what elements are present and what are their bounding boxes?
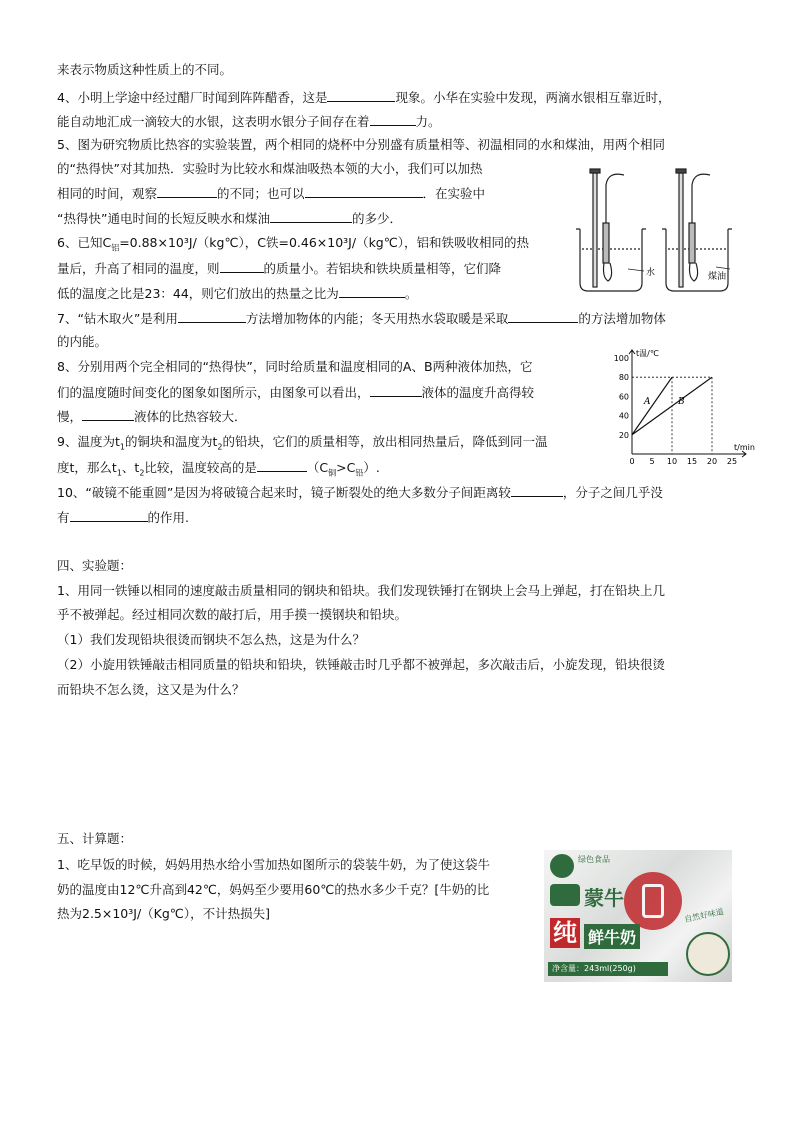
answer-blank[interactable] [370, 113, 416, 126]
answer-blank[interactable] [82, 408, 134, 421]
green-food-logo-icon [550, 854, 574, 878]
question-6-line1: 6、已知$C_铝=0.88\times 10^3J/(kg℃)$，C铁=0.46×10³J/（kg℃），铝和铁吸收相同的热 [57, 235, 530, 253]
calc-1-line1: 1、吃早饭的时候，妈妈用热水给小雪加热如图所示的袋装牛奶，为了使这袋牛 [57, 857, 490, 872]
x-tick-label: 0 [629, 457, 635, 466]
question-4-line1: 4、小明上学途中经过醋厂时闻到阵阵醋香，这是 现象。小华在实验中发现，两滴水银相互靠近时， [57, 90, 671, 105]
x-tick-label: 5 [649, 457, 655, 466]
slogan: 自然好味道 [683, 906, 725, 925]
question-10-line2: 有 的作用. [57, 510, 189, 525]
question-5-line2: 的“热得快”对其加热．实验时为比较水和煤油吸热本领的大小，我们可以加热 [57, 161, 483, 176]
water-label: 水 [646, 268, 656, 278]
calc-1-line3: 热为2.5×10³J/（Kg℃），不计热损失] [57, 906, 270, 921]
question-8-line2: 们的温度随时间变化的图象如图所示，由图象可以看出， 液体的温度升高得较 [57, 385, 535, 400]
question-8-line3: 慢， 液体的比热容较大． [57, 409, 247, 424]
question-9-line2: 度t，那么$t_1$、$t_2$比较，温度较高的是 $(C_铜>C_铅)$. [57, 460, 380, 478]
experiment-1-line2: 乎不被弹起。经过相同次数的敲打后，用手摸一摸钢块和铅块。 [57, 607, 408, 622]
question-6-line2: 量后，升高了相同的温度，则 的质量小。若铝块和铁块质量相等，它们降 [57, 261, 502, 276]
x-tick-label: 25 [726, 457, 738, 466]
answer-blank[interactable] [70, 509, 148, 522]
experiment-1-q1: （1）我们发现铅块很烫而钢块不怎么热，这是为什么？ [57, 632, 365, 647]
answer-blank[interactable] [370, 384, 422, 397]
y-tick-label: 100 [613, 354, 629, 363]
answer-blank[interactable] [327, 89, 395, 102]
beaker-figure [566, 165, 748, 297]
net-content: 净含量：243ml(250g) [552, 964, 636, 973]
brand-name: 蒙牛 [584, 886, 624, 910]
question-5-line3: 相同的时间，观察 的不同；也可以 ．在实验中 [57, 186, 486, 201]
question-4-line2: 能自动地汇成一滴较大的水银，这表明水银分子间存在着 力。 [57, 114, 441, 129]
experiment-1-line1: 1、用同一铁锤以相同的速度敲击质量相同的钢块和铅块。我们发现铁锤打在钢块上会马上弹起，打在铅块上几 [57, 583, 665, 598]
series-label-b: B [678, 397, 685, 407]
question-7-line2: 的内能。 [57, 334, 108, 349]
question-9-line1: 9、温度为$t_1$的铜块和温度为$t_2$的铅块，它们的质量相等，放出相同热量后，降低到同一温 [57, 434, 548, 452]
x-tick-label: 20 [706, 457, 718, 466]
question-5-line4: “热得快”通电时间的长短反映水和煤油 的多少． [57, 211, 402, 226]
answer-blank[interactable] [270, 210, 352, 223]
answer-blank[interactable] [157, 185, 217, 198]
temperature-time-chart [606, 342, 756, 468]
question-7-line1: 7、“钻木取火”是利用 方法增加物体的内能；冬天用热水袋取暖是采取 的方法增加物体 [57, 311, 666, 326]
section-5-title: 五、计算题： [57, 831, 133, 846]
seal-mark-icon [642, 884, 664, 918]
question-5-line1: 5、图为研究物质比热容的实验装置，两个相同的烧杯中分别盛有质量相等、初温相同的水和煤油，用两个相同 [57, 137, 665, 152]
y-tick-label: 20 [618, 430, 629, 440]
question-6-line3: 低的温度之比是23：44，则它们放出的热量之比为 。 [57, 286, 418, 301]
y-axis-label: t温/℃ [636, 349, 659, 358]
answer-blank[interactable] [178, 310, 246, 323]
answer-blank[interactable] [220, 260, 264, 273]
y-tick-label: 60 [618, 392, 629, 402]
green-food-badge: 绿色食品 [578, 855, 610, 864]
oil-label: 煤油 [708, 272, 727, 282]
mengniu-logo-icon [550, 884, 580, 906]
x-tick-label: 10 [666, 457, 678, 466]
answer-blank[interactable] [511, 484, 563, 497]
series-label-a: A [644, 397, 651, 407]
question-10-line1: 10、“破镜不能重圆”是因为将破镜合起来时，镜子断裂处的绝大多数分子间距离较 ，分子之间几乎没 [57, 485, 663, 500]
series-line-a [632, 377, 672, 435]
product-big-char: 纯 [550, 918, 580, 948]
calc-1-line2: 奶的温度由12℃升高到42℃，妈妈至少要用60℃的热水多少千克？[牛奶的比 [57, 882, 490, 897]
answer-blank[interactable] [508, 310, 578, 323]
section-4-title: 四、实验题： [57, 558, 133, 573]
experiment-1-q2: （2）小旋用铁锤敲击相同质量的铅块和铅块，铁锤敲击时几乎都不被弹起，多次敲击后，小旋发现，铅块很烫 [57, 657, 665, 672]
x-axis-label: t/min [734, 443, 755, 452]
milk-bag-image [544, 850, 732, 982]
water-beaker [576, 169, 646, 291]
product-name: 鲜牛奶 [584, 924, 640, 949]
y-tick-label: 80 [618, 373, 629, 383]
answer-blank[interactable] [305, 185, 423, 198]
cow-mascot-icon [686, 932, 730, 976]
answer-blank[interactable] [339, 285, 405, 298]
y-tick-label: 40 [618, 411, 629, 421]
x-tick-label: 15 [686, 457, 698, 466]
experiment-1-q2-cont: 而铅块不怎么烫，这又是为什么？ [57, 682, 245, 697]
answer-blank[interactable] [257, 459, 307, 472]
text-line: 来表示物质这种性质上的不同。 [57, 62, 233, 77]
question-8-line1: 8、分别用两个完全相同的“热得快”，同时给质量和温度相同的A、B两种液体加热，它 [57, 359, 533, 374]
